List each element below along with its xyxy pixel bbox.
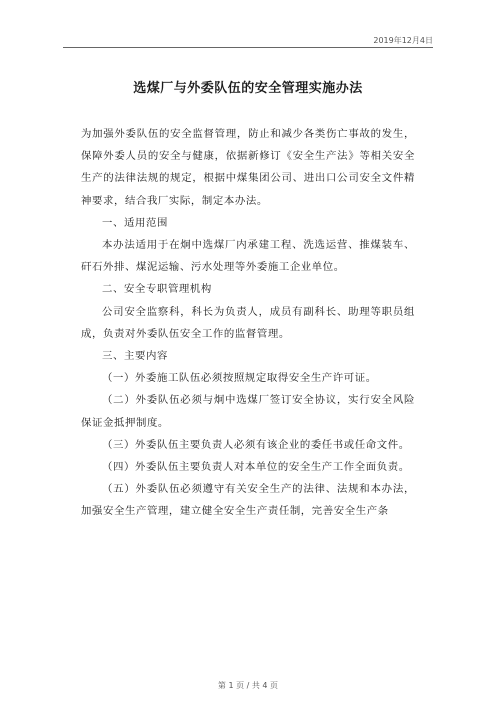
page-number: 第 1 页 / 共 4 页 (217, 681, 279, 690)
header-divider (63, 47, 433, 48)
section-heading-content: 三、主要内容 (102, 350, 168, 363)
document-body (81, 123, 415, 523)
header-date: 2019年12月4日 (373, 36, 433, 45)
clause-3: （三）外委队伍主要负责人必须有该企业的委任书或任命文件。 (102, 438, 410, 451)
clause-5: （五）外委队伍必须遵守有关安全生产的法律、法规和本办法，加强安全生产管理，建立健全安全生产责任制，完善安全生产条 (81, 483, 415, 518)
section-heading-scope: 一、适用范围 (102, 216, 168, 229)
paragraph-scope: 本办法适用于在炯中选煤厂内承建工程、洗选运营、推煤装车、矸石外排、煤泥运输、污水处理等外委施工企业单位。 (81, 239, 415, 274)
paragraph-management: 公司安全监察科，科长为负责人，成员有副科长、助理等职员组成，负责对外委队伍安全工作的监督管理。 (81, 305, 415, 340)
document-title: 选煤厂与外委队伍的安全管理实施办法 (133, 81, 363, 96)
clause-1: （一）外委施工队伍必须按照规定取得安全生产许可证。 (102, 372, 377, 385)
clause-4: （四）外委队伍主要负责人对本单位的安全生产工作全面负责。 (102, 461, 410, 474)
paragraph-intro: 为加强外委队伍的安全监督管理，防止和减少各类伤亡事故的发生，保障外委人员的安全与健康，依据新修订《安全生产法》等相关安全生产的法律法规的规定，根据中煤集团公司、进出口公司安全文件精神要求，结合我厂实际，制定本办法。 (81, 128, 415, 207)
section-heading-management: 二、安全专职管理机构 (102, 283, 212, 296)
clause-2: （二）外委队伍必须与炯中选煤厂签订安全协议，实行安全风险保证金抵押制度。 (81, 394, 415, 429)
